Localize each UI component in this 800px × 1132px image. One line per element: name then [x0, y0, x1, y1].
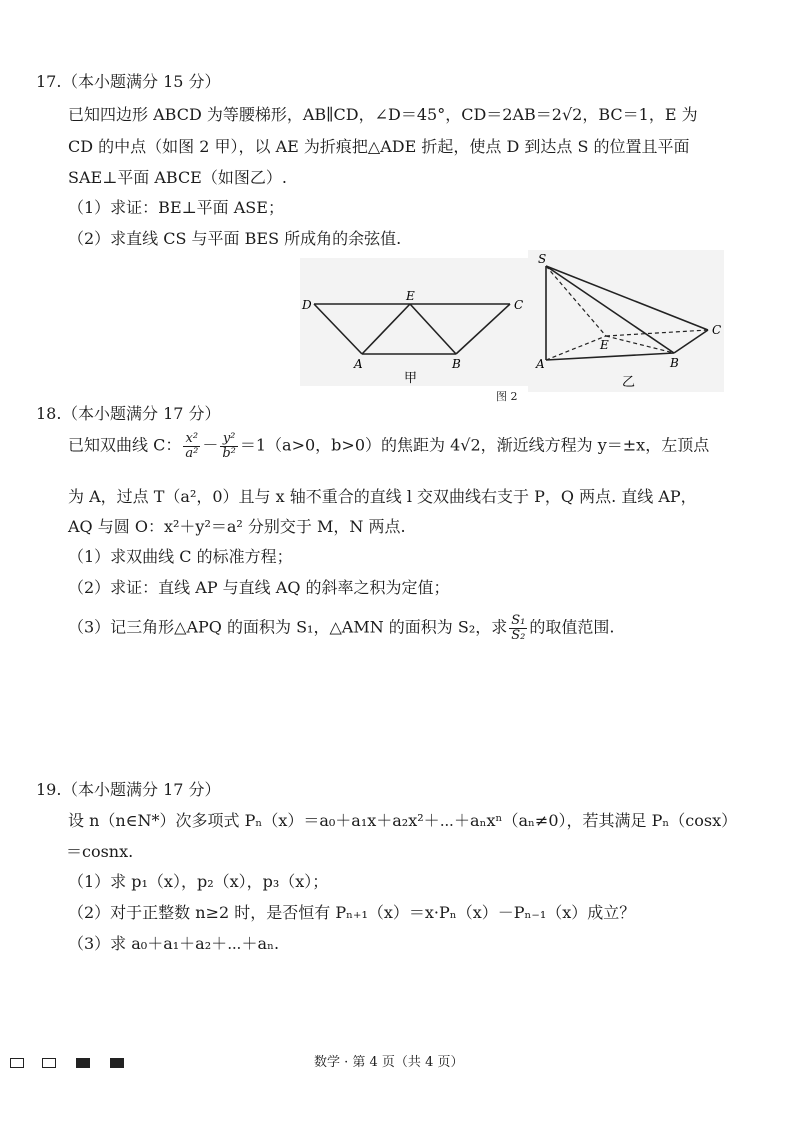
label-A: A: [536, 357, 545, 371]
q18-text-line-3: AQ 与圆 O：x²＋y²＝a² 分别交于 M，N 两点.: [68, 517, 406, 536]
label-B: B: [670, 356, 679, 370]
corner-mark-filled-2: [110, 1058, 124, 1068]
page-footer: 数学 · 第 4 页（共 4 页）: [314, 1055, 464, 1070]
q17-text-line-2: CD 的中点（如图 2 甲），以 AE 为折痕把△ADE 折起，使点 D 到达点 S 的位置且平面: [68, 137, 690, 156]
q18-line1-lead: 已知双曲线 C：: [68, 435, 182, 455]
q19-score: （本小题满分 17 分）: [62, 780, 221, 799]
label-C: C: [712, 323, 722, 337]
fraction-x2-a2: $\frac{\text{x²}}{\text{a²}}$: [185, 431, 199, 461]
q19-part-2: （2）对于正整数 n≥2 时，是否恒有 Pₙ₊₁（x）＝x·Pₙ（x）－Pₙ₋₁（x）成立？: [68, 903, 636, 922]
q18-number: 18.: [36, 404, 62, 423]
label-C: C: [514, 298, 524, 312]
caption-jia: 甲: [404, 371, 418, 386]
figure-folded-yi: [528, 250, 724, 392]
label-E: E: [600, 338, 609, 352]
q18-part-1: （1）求双曲线 C 的标准方程；: [68, 547, 293, 566]
q17-text-line-3: SAE⊥平面 ABCE（如图乙）.: [68, 168, 287, 187]
label-S: S: [538, 252, 547, 266]
corner-mark-filled-1: [76, 1058, 90, 1068]
q18-text-line-1: [68, 432, 709, 460]
q17-part-1: （1）求证：BE⊥平面 ASE；: [68, 198, 284, 217]
label-D: D: [302, 298, 312, 312]
caption-yi: 乙: [622, 375, 636, 390]
q18-part3-tail: 的取值范围.: [529, 617, 615, 637]
corner-mark-outline-1: [10, 1058, 24, 1068]
q18-part-3: [68, 614, 614, 642]
q17-part-2: （2）求直线 CS 与平面 BES 所成角的余弦值.: [68, 229, 402, 248]
q17-score: （本小题满分 15 分）: [62, 72, 221, 91]
q19-text-line-1: 设 n（n∈N*）次多项式 Pₙ（x）＝a₀＋a₁x＋a₂x²＋⋯＋aₙxⁿ（aₙ≠0），若其满足 Pₙ（cosx）: [68, 811, 738, 830]
q18-part-2: （2）求证：直线 AP 与直线 AQ 的斜率之积为定值；: [68, 578, 450, 597]
q17-text-line-1: 已知四边形 ABCD 为等腰梯形，AB∥CD，∠D＝45°，CD＝2AB＝2√2，BC＝1，E 为: [68, 105, 698, 124]
corner-mark-outline-2: [42, 1058, 56, 1068]
fraction-s1-s2: $\frac{\text{S₁}}{\text{S₂}}$: [511, 613, 526, 643]
q18-line1-tail: ＝1（a>0，b>0）的焦距为 4√2，渐近线方程为 y＝±x，左顶点: [239, 435, 710, 455]
q19-text-line-2: ＝cosnx.: [66, 842, 134, 861]
q19-number: 19.: [36, 780, 62, 799]
figure-caption: 图 2: [496, 390, 518, 403]
label-A: A: [354, 357, 363, 371]
label-B: B: [452, 357, 461, 371]
q18-part3-lead: （3）记三角形△APQ 的面积为 S₁，△AMN 的面积为 S₂，求: [68, 617, 508, 637]
fraction-y2-b2: $\frac{\text{y²}}{\text{b²}}$: [222, 431, 236, 461]
q18-text-line-2: 为 A，过点 T（a²，0）且与 x 轴不重合的直线 l 交双曲线右支于 P，Q 两点. 直线 AP，: [68, 487, 697, 506]
q19-part-1: （1）求 p₁（x），p₂（x），p₃（x）；: [68, 872, 329, 891]
label-E: E: [406, 289, 415, 303]
minus-sign: －: [202, 435, 219, 455]
figure-trapezoid-jia: [300, 258, 528, 386]
q18-score: （本小题满分 17 分）: [62, 404, 221, 423]
q19-part-3: （3）求 a₀＋a₁＋a₂＋⋯＋aₙ.: [68, 934, 280, 953]
q17-number: 17.: [36, 72, 62, 91]
